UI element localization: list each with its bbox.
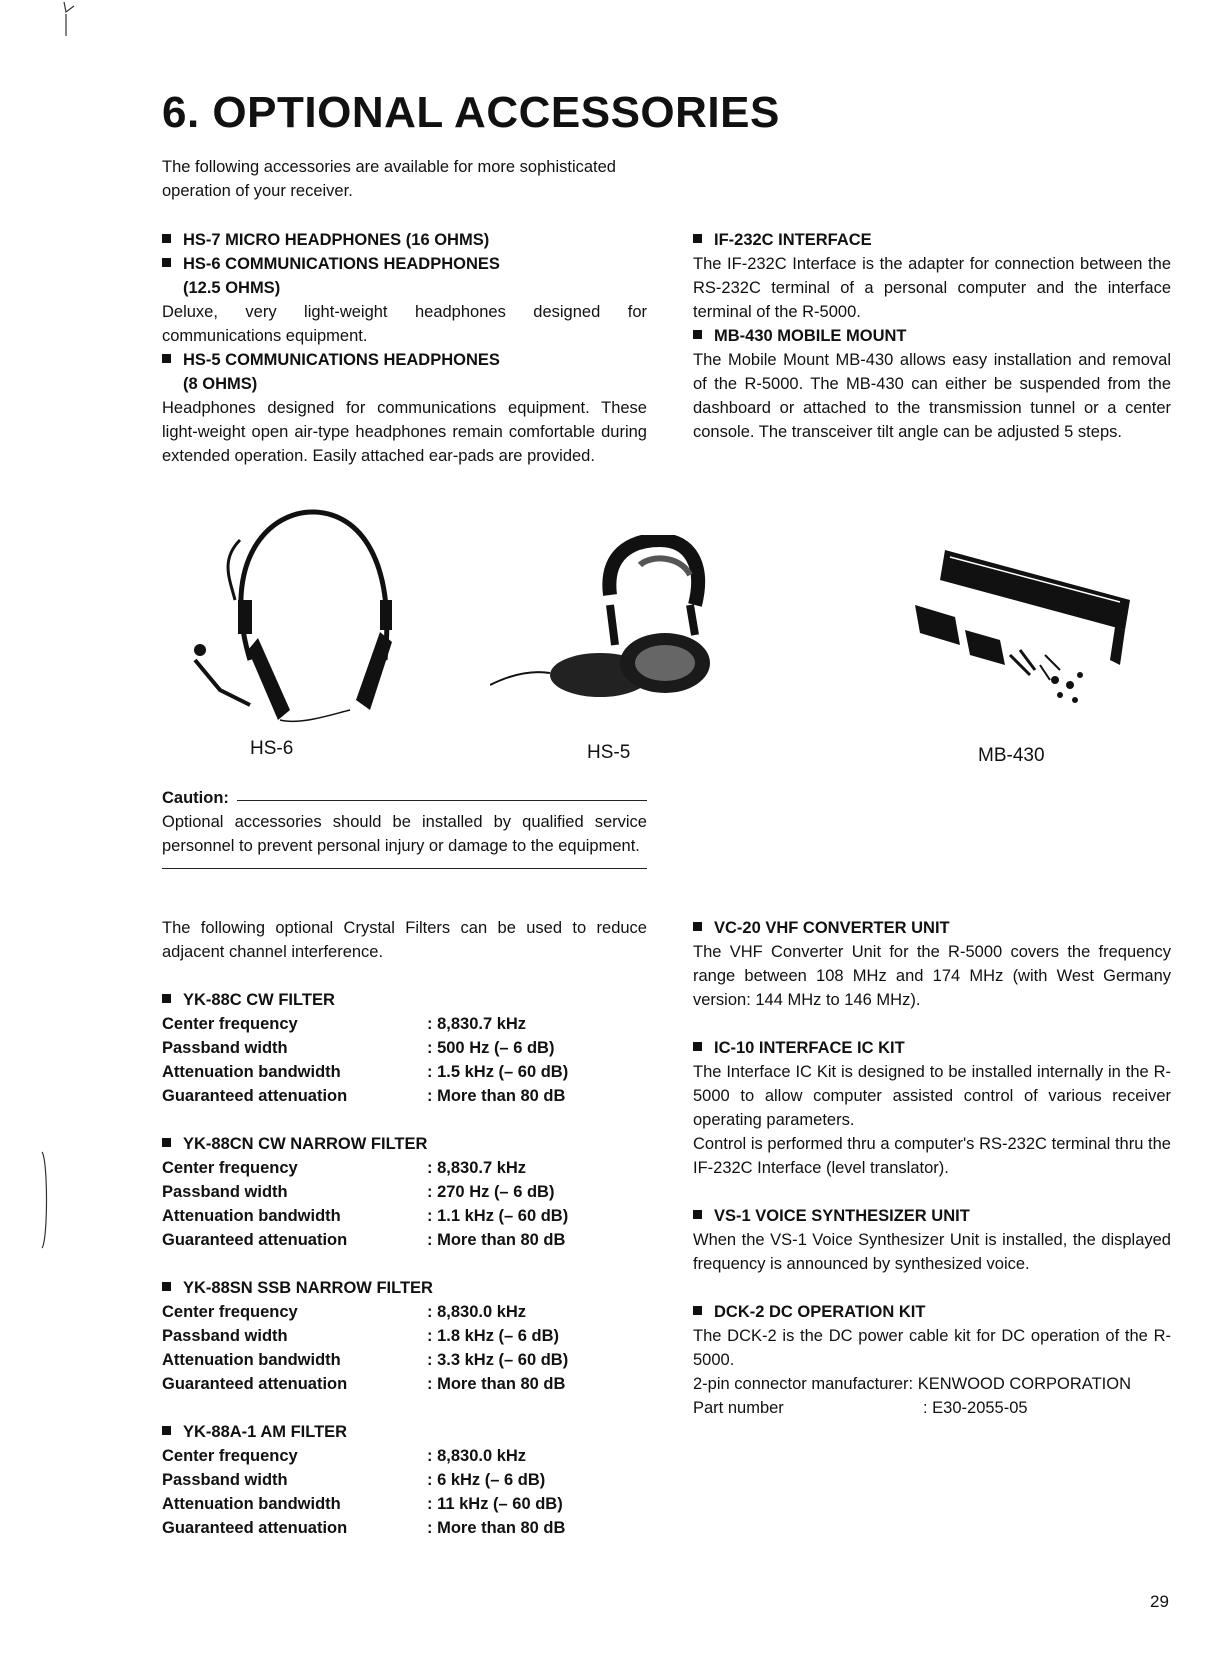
caution-text: Optional accessories should be installed by qualified service personnel to prevent personal injury or damage to the equipment. [162, 813, 647, 855]
hs6-heading-ohms: (12.5 OHMS) [183, 279, 281, 297]
hs6-heading: HS-6 COMMUNICATIONS HEADPHONES [162, 252, 647, 276]
caution-box [162, 786, 647, 869]
bullet-icon [693, 330, 702, 339]
bullet-icon [693, 234, 702, 243]
spec-row: Attenuation bandwidth : 3.3 kHz (– 60 dB) [162, 1351, 569, 1369]
spec-row: Center frequency : 8,830.7 kHz [162, 1015, 527, 1033]
filters-column [162, 916, 647, 1540]
hs6-description: Deluxe, very light-weight headphones designed for communications equipment. [162, 303, 647, 345]
bullet-icon [162, 1282, 171, 1291]
ic10-description: The Interface IC Kit is designed to be installed internally in the R-5000 to allow computer assisted control of various receiver operating parameters. [693, 1063, 1171, 1129]
headphones-column [162, 228, 647, 468]
spec-row: Attenuation bandwidth : 1.5 kHz (– 60 dB) [162, 1063, 569, 1081]
bullet-icon [693, 1210, 702, 1219]
caution-title-row [162, 786, 647, 810]
intro-paragraph: The following accessories are available for more sophisticated operation of your receiver. [162, 158, 616, 200]
spec-row: Passband width : 270 Hz (– 6 dB) [162, 1183, 555, 1201]
mb430-caption: MB-430 [978, 745, 1045, 766]
filter-heading: YK-88CN CW NARROW FILTER [162, 1132, 647, 1156]
spec-row: Guaranteed attenuation : More than 80 dB [162, 1231, 566, 1249]
hs7-heading: HS-7 MICRO HEADPHONES (16 OHMS) [162, 228, 647, 252]
ic10-heading: IC-10 INTERFACE IC KIT [693, 1036, 1171, 1060]
scan-mark-decoration [62, 0, 82, 40]
scan-mark-bracket [40, 1150, 54, 1250]
options-column [693, 916, 1171, 1420]
spec-row: Attenuation bandwidth : 11 kHz (– 60 dB) [162, 1495, 563, 1513]
filter-heading: YK-88SN SSB NARROW FILTER [162, 1276, 647, 1300]
hs5-description: Headphones designed for communications equipment. These light-weight open air-type headphones remain comfortable during extended operation. Easily attached ear-pads are provided. [162, 399, 647, 465]
filters-intro: The following optional Crystal Filters can be used to reduce adjacent channel interference. [162, 919, 647, 961]
hs5-heading-ohms: (8 OHMS) [183, 375, 258, 393]
mb430-heading: MB-430 MOBILE MOUNT [693, 324, 1171, 348]
mb430-mount-image [910, 545, 1135, 720]
spec-row: Passband width : 500 Hz (– 6 dB) [162, 1039, 555, 1057]
bullet-icon [162, 354, 171, 363]
caution-bottom-rule [162, 868, 647, 869]
dck2-connector: 2-pin connector manufacturer: KENWOOD CORPORATION [693, 1375, 1131, 1393]
spec-row: Center frequency : 8,830.0 kHz [162, 1303, 527, 1321]
bullet-icon [162, 1138, 171, 1147]
bullet-icon [693, 1306, 702, 1315]
vc20-heading: VC-20 VHF CONVERTER UNIT [693, 916, 1171, 940]
vc20-description: The VHF Converter Unit for the R-5000 covers the frequency range between 108 MHz and 174 MHz (with West Germany version: 144 MHz to 146 MHz). [693, 943, 1171, 1009]
filter-heading: YK-88A-1 AM FILTER [162, 1420, 647, 1444]
dck2-description: The DCK-2 is the DC power cable kit for DC operation of the R-5000. [693, 1327, 1171, 1369]
spec-row: Guaranteed attenuation : More than 80 dB [162, 1375, 566, 1393]
mb430-description: The Mobile Mount MB-430 allows easy installation and removal of the R-5000. The MB-430 can either be suspended from the dashboard or attached to the transmission tunnel or a center console. The transceiver tilt angle can be adjusted 5 steps. [693, 351, 1171, 441]
bullet-icon [162, 1426, 171, 1435]
hs6-headphones-image [180, 500, 410, 730]
spec-row: Guaranteed attenuation : More than 80 dB [162, 1087, 566, 1105]
spec-row: Center frequency : 8,830.0 kHz [162, 1447, 527, 1465]
hs6-caption: HS-6 [250, 738, 294, 759]
if232c-heading: IF-232C INTERFACE [693, 228, 1171, 252]
bullet-icon [693, 922, 702, 931]
bullet-icon [162, 258, 171, 267]
hs5-heading: HS-5 COMMUNICATIONS HEADPHONES [162, 348, 647, 372]
page-number: 29 [1150, 1592, 1169, 1611]
bullet-icon [162, 234, 171, 243]
vs1-heading: VS-1 VOICE SYNTHESIZER UNIT [693, 1204, 1171, 1228]
spec-row: Passband width : 1.8 kHz (– 6 dB) [162, 1327, 560, 1345]
caution-top-rule [237, 800, 647, 801]
if232c-description: The IF-232C Interface is the adapter for connection between the RS-232C terminal of a personal computer and the interface terminal of the R-5000. [693, 255, 1171, 321]
page-title: 6. OPTIONAL ACCESSORIES [162, 88, 780, 137]
interface-mount-column [693, 228, 1171, 444]
bullet-icon [162, 994, 171, 1003]
spec-row: Attenuation bandwidth : 1.1 kHz (– 60 dB) [162, 1207, 569, 1225]
ic10-description-control: Control is performed thru a computer's RS-232C terminal thru the IF-232C Interface (level translator). [693, 1135, 1171, 1177]
spec-row: Passband width : 6 kHz (– 6 dB) [162, 1471, 546, 1489]
bullet-icon [693, 1042, 702, 1051]
spec-row: Guaranteed attenuation : More than 80 dB [162, 1519, 566, 1537]
vs1-description: When the VS-1 Voice Synthesizer Unit is installed, the displayed frequency is announced by synthesized voice. [693, 1231, 1171, 1273]
filter-heading: YK-88C CW FILTER [162, 988, 647, 1012]
dck2-heading: DCK-2 DC OPERATION KIT [693, 1300, 1171, 1324]
hs5-caption: HS-5 [587, 742, 631, 763]
dck2-part-number: Part number : E30-2055-05 [693, 1399, 1028, 1417]
caution-title: Caution: [162, 789, 229, 807]
spec-row: Center frequency : 8,830.7 kHz [162, 1159, 527, 1177]
hs5-headphones-image [490, 535, 740, 705]
